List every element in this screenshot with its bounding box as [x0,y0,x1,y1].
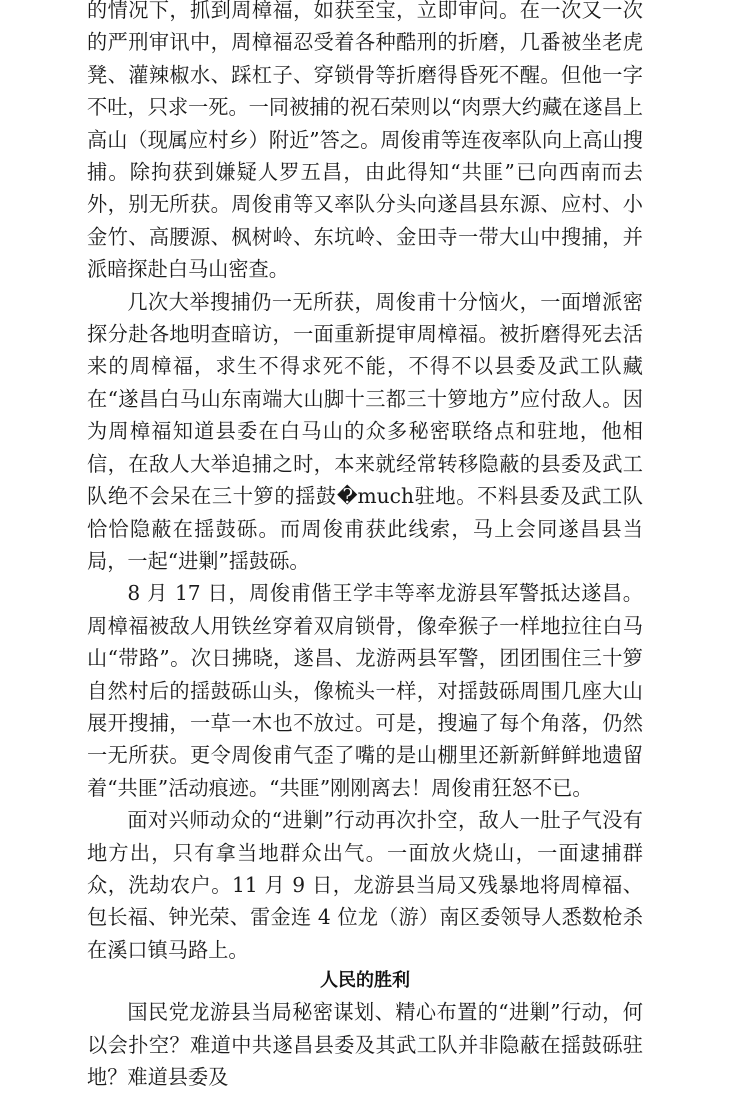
paragraph-2: 几次大举搜捕仍一无所获，周俊甫十分恼火，一面增派密探分赴各地明查暗访，一面重新提审周樟福。被折磨得死去活来的周樟福，求生不得求死不能，不得不以县委及武工队藏在“遂昌白马山东南端大山脚十三都三十箩地方”应付敌人。因为周樟福知道县委在白马山的众多秘密联络点和驻地，他相信，在敌人大举追捕之时，本来就经常转移隐蔽的县委及武工队绝不会呆在三十箩的揺鼓�much驻地。不料县委及武工队恰恰隐蔽在揺鼓砾。而周俊甫获此线索，马上会同遂昌县当局，一起“进剿”揺鼓砾。 [87,289,643,573]
section-title: 人民的胜利 [320,970,410,992]
document-page [87,0,643,1093]
paragraph-1: 的情况下，抓到周樟福，如获至宝，立即审问。在一次又一次的严刑审讯中，周樟福忍受着各种酷刑的折磨，几番被坐老虎凳、灌辣椒水、踩杠子、穿锁骨等折磨得昏死不醒。但他一字不吐，只求一死。一同被捕的祝石荣则以“肉票大约藏在遂昌上高山（现属应村乡）附近”答之。周俊甫等连夜率队向上高山搜捕。除拘获到嫌疑人罗五昌，由此得知“共匪”已向西南而去外，别无所获。周俊甫等又率队分头向遂昌县东源、应村、小金竹、高腰源、枫树岭、东坑岭、金田寺一带大山中搜捕，并派暗探赴白马山密查。 [87,0,643,282]
paragraph-3: 8 月 17 日，周俊甫偕王学丰等率龙游县军警抵达遂昌。周樟福被敌人用铁丝穿着双肩锁骨，像牵猴子一样地拉往白马山“带路”。次日拂晓，遂昌、龙游两县军警，团团围住三十箩自然村后的揺鼓砾山头，像梳头一样，对揺鼓砾周围几座大山展开搜捕，一草一木也不放过。可是，搜遍了每个角落，仍然一无所获。更令周俊甫气歪了嘴的是山棚里还新新鲜鲜地遗留着“共匪”活动痕迹。“共匪”刚刚离去！周俊甫狂怒不已。 [87,581,643,800]
paragraph-4: 面对兴师动众的“进剿”行动再次扑空，敌人一肚子气没有地方出，只有拿当地群众出气。一面放火烧山，一面逮捕群众，洗劫农户。11 月 9 日，龙游县当局又残暴地将周樟福、包长福、钟光荣、雷金连 4 位龙（游）南区委领导人悉数枪杀在溪口镇马路上。 [87,808,643,962]
paragraph-5: 国民党龙游县当局秘密谋划、精心布置的“进剿”行动，何以会扑空？难道中共遂昌县委及其武工队并非隐蔽在揺鼓砾驻地？难道县委及 [87,1000,643,1089]
